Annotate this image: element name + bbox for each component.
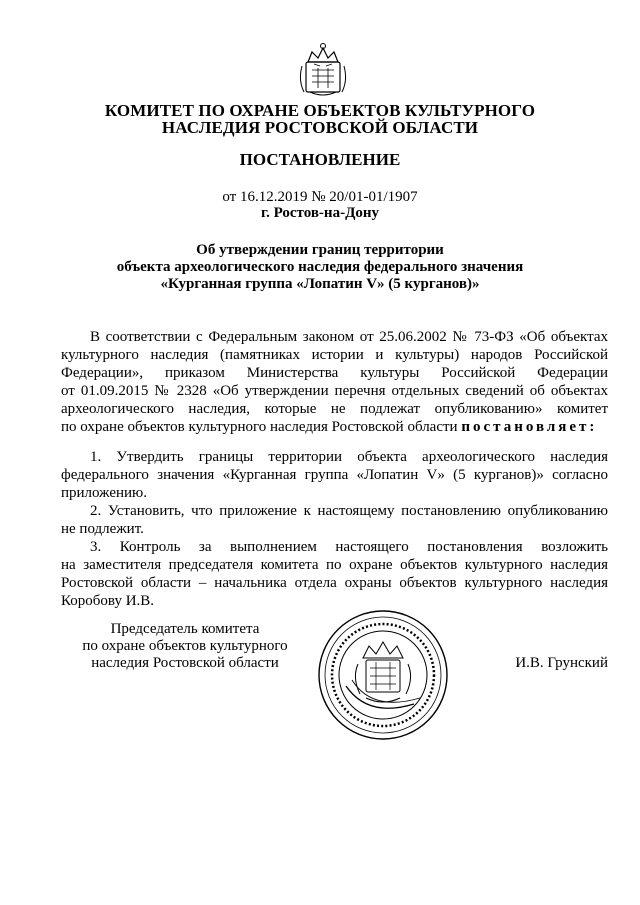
official-seal-icon bbox=[316, 608, 450, 742]
subject-line1: Об утверждении границ территории bbox=[196, 242, 444, 258]
item-line: не подлежит. bbox=[61, 521, 144, 537]
item-line: 1. Утвердить границы территории объекта археологического наследия bbox=[90, 449, 608, 465]
item-line: федерального значения «Курганная группа «Лопатин V» (5 курганов)» согласно bbox=[61, 467, 608, 483]
body-line: Федерации», приказом Министерства культуры Российской Федерации bbox=[61, 365, 608, 381]
body-text: по охране объектов культурного наследия Ростовской области bbox=[61, 419, 458, 435]
signer-position-line1: Председатель комитета bbox=[110, 621, 260, 637]
document-city: г. Ростов-на-Дону bbox=[260, 205, 380, 221]
body-line: В соответствии с Федеральным законом от 25.06.2002 № 73-ФЗ «Об объектах bbox=[90, 329, 608, 345]
item-line: на заместителя председателя комитета по охране объектов культурного наследия bbox=[61, 557, 608, 573]
item-line: Ростовской области – начальника отдела охраны объектов культурного наследия bbox=[61, 575, 608, 591]
document-type: ПОСТАНОВЛЕНИЕ bbox=[239, 150, 401, 169]
signer-position-line3: наследия Ростовской области bbox=[91, 655, 279, 671]
body-line: от 01.09.2015 № 2328 «Об утверждении перечня отдельных сведений об объектах bbox=[61, 383, 608, 399]
item-line: 3. Контроль за выполнением настоящего постановления возложить bbox=[90, 539, 608, 555]
signer-name: И.В. Грунский bbox=[515, 655, 608, 671]
organization-name-line2: НАСЛЕДИЯ РОСТОВСКОЙ ОБЛАСТИ bbox=[161, 118, 479, 137]
organization-name-line1: КОМИТЕТ ПО ОХРАНЕ ОБЪЕКТОВ КУЛЬТУРНОГО bbox=[104, 101, 536, 120]
resolves-word: постановляет: bbox=[461, 419, 598, 435]
subject-line2: объекта археологического наследия федерального значения bbox=[116, 259, 524, 275]
body-line-last bbox=[61, 418, 608, 436]
item-line: приложению. bbox=[61, 485, 148, 501]
document-date-number: от 16.12.2019 № 20/01-01/1907 bbox=[222, 189, 418, 205]
item-line: 2. Установить, что приложение к настоящему постановлению опубликованию bbox=[90, 503, 608, 519]
signer-position-line2: по охране объектов культурного bbox=[82, 638, 288, 654]
item-line: Коробову И.В. bbox=[61, 593, 155, 609]
body-line: культурного наследия (памятниках истории и культуры) народов Российской bbox=[61, 347, 608, 363]
body-line: археологического наследия, которые не подлежат опубликованию» комитет bbox=[61, 401, 608, 417]
subject-line3: «Курганная группа «Лопатин V» (5 курганов)» bbox=[160, 276, 480, 292]
coat-of-arms-icon bbox=[298, 40, 348, 100]
